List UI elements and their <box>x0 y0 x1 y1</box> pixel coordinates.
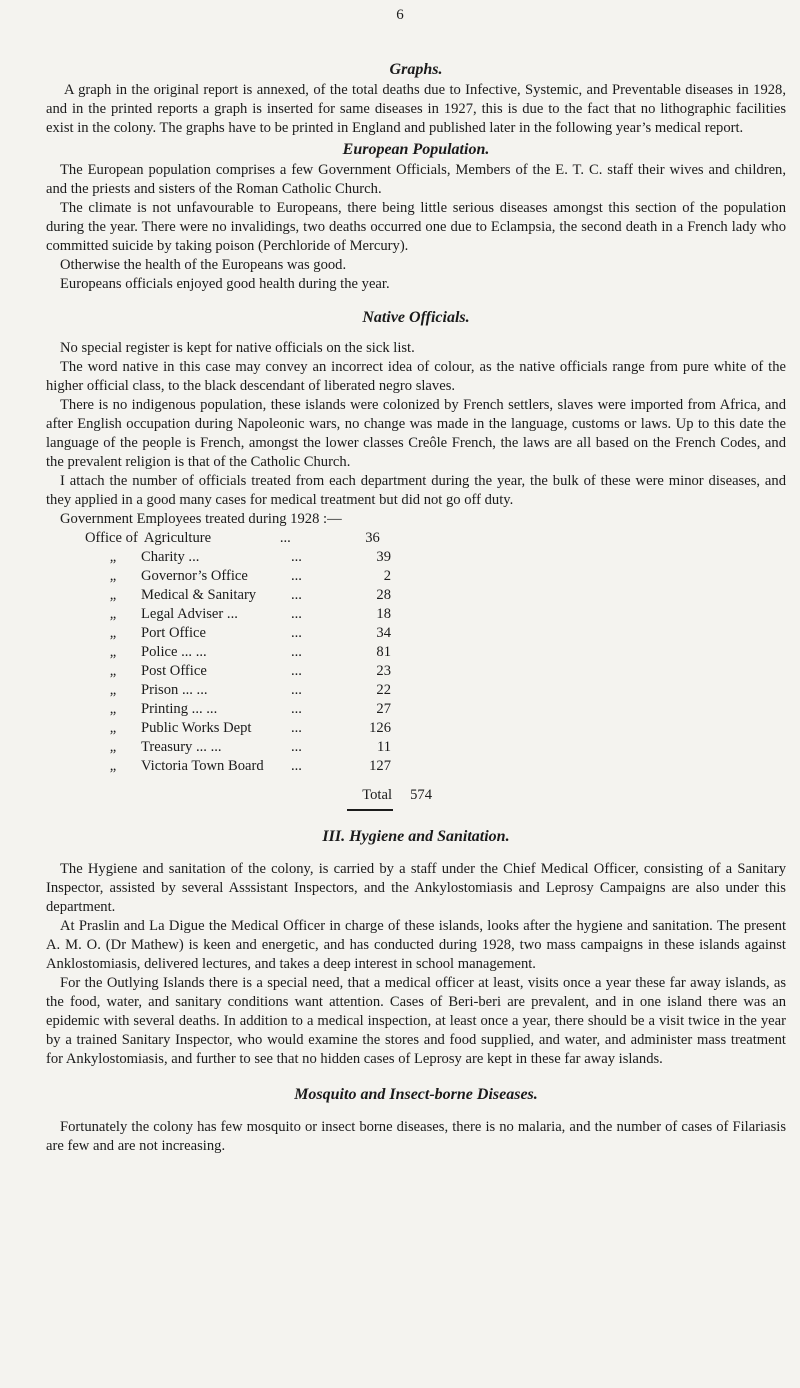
row-dots: ... <box>291 644 302 660</box>
graphs-heading: Graphs. <box>389 61 443 78</box>
row-dots: ... <box>291 625 302 641</box>
european-heading: European Population. <box>342 141 490 158</box>
row-value: 2 <box>383 568 391 584</box>
table-row <box>85 700 786 719</box>
row-dots: ... <box>279 530 291 546</box>
page-content <box>46 58 786 1156</box>
row-dots: ... <box>291 701 302 717</box>
native-paragraph: I attach the number of officials treated from each department during the year, the bulk of these were minor diseases, and they applied in a good many cases for medical treatment but did not go off duty. <box>46 473 786 508</box>
row-prefix: „ <box>109 720 117 736</box>
row-department: Prison ... ... <box>141 682 208 698</box>
european-paragraph: Europeans officials enjoyed good health during the year. <box>60 276 390 292</box>
row-prefix: Office of <box>85 530 138 546</box>
row-department: Public Works Dept <box>141 720 252 736</box>
row-department: Governor’s Office <box>141 568 248 584</box>
table-row <box>85 567 786 586</box>
table-row <box>85 605 786 624</box>
row-value: 126 <box>369 720 391 736</box>
hygiene-body <box>46 860 786 1069</box>
european-paragraph: Otherwise the health of the Europeans was good. <box>60 257 347 273</box>
native-paragraph: There is no indigenous population, these islands were colonized by French settlers, slaves were imported from Africa, and after English occupation during Napoleonic wars, no change was made in the language, customs or laws. Up to this date the language of the people is French, amongst the lower classes Creôle French, the laws are all based on the French Codes, and the prevalent religion is that of the Catholic Church. <box>46 397 786 470</box>
row-prefix: „ <box>109 644 117 660</box>
native-paragraph: The word native in this case may convey an incorrect idea of colour, as the native officials range from pure white of the higher official class, to the black descendant of liberated negro slaves. <box>46 359 786 394</box>
row-department: Victoria Town Board <box>141 758 264 774</box>
row-value: 27 <box>376 701 391 717</box>
total-label: Total <box>362 787 392 803</box>
table-row <box>85 662 786 681</box>
row-value: 36 <box>365 530 380 546</box>
graphs-paragraph: A graph in the original report is annexed, of the total deaths due to Infective, Systemic, and Preventable diseases in 1928, and in the printed reports a graph is inserted for same diseases in 1927, this is due to the fact that no lithographic facilities exist in the colony. The graphs have to be printed in England and published later in the following year’s medical report. <box>46 82 786 136</box>
hygiene-paragraph: At Praslin and La Digue the Medical Officer in charge of these islands, looks after the hygiene and sanitation. The present A. M. O. (Dr Mathew) is keen and energetic, and has conducted during 1928, two mass campaigns in these islands against Anklostomiasis, delivered lectures, and takes a deep interest in school management. <box>46 918 786 972</box>
row-dots: ... <box>291 720 302 736</box>
row-department: Port Office <box>141 625 206 641</box>
row-value: 81 <box>376 644 391 660</box>
row-prefix: „ <box>109 758 117 774</box>
row-prefix: „ <box>109 701 117 717</box>
mosquito-heading: Mosquito and Insect-borne Diseases. <box>294 1086 538 1103</box>
table-row <box>85 643 786 662</box>
row-prefix: „ <box>109 663 117 679</box>
row-prefix: „ <box>109 549 117 565</box>
hygiene-heading <box>46 827 786 846</box>
row-value: 18 <box>376 606 391 622</box>
total-value: 574 <box>410 787 432 803</box>
row-department: Treasury ... ... <box>141 739 222 755</box>
hygiene-heading-text: Hygiene and Sanitation. <box>349 828 510 845</box>
row-prefix: „ <box>109 606 117 622</box>
row-dots: ... <box>291 739 302 755</box>
table-row <box>85 757 786 776</box>
row-prefix: „ <box>109 625 117 641</box>
row-prefix: „ <box>109 682 117 698</box>
row-value: 28 <box>376 587 391 603</box>
table-lead: Government Employees treated during 1928 :— <box>60 511 342 527</box>
employees-table <box>46 529 786 811</box>
table-row <box>85 719 786 738</box>
row-dots: ... <box>291 663 302 679</box>
table-row <box>85 529 786 548</box>
total-row <box>85 786 786 805</box>
row-department: Post Office <box>141 663 207 679</box>
hygiene-heading-number: III. <box>322 828 346 845</box>
table-row <box>85 586 786 605</box>
row-dots: ... <box>291 758 302 774</box>
row-department: Agriculture <box>143 530 212 546</box>
row-value: 22 <box>376 682 391 698</box>
row-prefix: „ <box>109 739 117 755</box>
total-underline <box>347 809 393 811</box>
row-dots: ... <box>291 587 302 603</box>
row-dots: ... <box>291 682 302 698</box>
row-prefix: „ <box>109 568 117 584</box>
row-value: 23 <box>376 663 391 679</box>
mosquito-paragraph: Fortunately the colony has few mosquito or insect borne diseases, there is no malaria, and the number of cases of Filariasis are few and are not increasing. <box>46 1119 786 1154</box>
table-row <box>85 738 786 757</box>
row-value: 11 <box>376 739 391 755</box>
hygiene-paragraph: For the Outlying Islands there is a special need, that a medical officer at least, visits once a year these far away islands, as the food, water, and sanitary conditions want attention. Cases of Beri-beri are prevalent, and in one island there was an epidemic with several deaths. In addition to a medical inspection, at least once a year, there should be a visit twice in the year by a trained Sanitary Inspector, who would examine the stores and food supplied, and water, and administer mass treatment for Ankylostomiasis, and further to see that no hidden cases of Leprosy are kept in these far away islands. <box>46 975 786 1067</box>
row-value: 39 <box>376 549 391 565</box>
row-value: 34 <box>376 625 391 641</box>
row-value: 127 <box>369 758 391 774</box>
row-dots: ... <box>291 549 302 565</box>
row-department: Charity ... <box>141 549 200 565</box>
european-paragraph: The climate is not unfavourable to Europeans, there being little serious diseases amongst this section of the population during the year. There were no invalidings, two deaths occurred one due to Eclampsia, the second death in a French lady who committed suicide by taking poison (Perchloride of Mercury). <box>46 200 786 254</box>
row-prefix: „ <box>109 587 117 603</box>
hygiene-paragraph: The Hygiene and sanitation of the colony, is carried by a staff under the Chief Medical Officer, consisting of a Sanitary Inspector, assisted by several Asssistant Inspectors, and the Ankylostomiasis and Leprosy Campaigns are also under this department. <box>46 861 786 915</box>
native-paragraph: No special register is kept for native officials on the sick list. <box>60 340 415 356</box>
table-row <box>85 681 786 700</box>
row-department: Printing ... ... <box>141 701 218 717</box>
row-department: Medical & Sanitary <box>141 587 257 603</box>
row-department: Police ... ... <box>141 644 207 660</box>
european-paragraph: The European population comprises a few Government Officials, Members of the E. T. C. staff their wives and children, and the priests and sisters of the Roman Catholic Church. <box>46 162 786 197</box>
row-dots: ... <box>291 606 302 622</box>
native-heading: Native Officials. <box>362 309 470 326</box>
page-number: 6 <box>396 7 404 23</box>
table-row <box>85 548 786 567</box>
row-department: Legal Adviser ... <box>141 606 238 622</box>
table-row <box>85 624 786 643</box>
row-dots: ... <box>291 568 302 584</box>
